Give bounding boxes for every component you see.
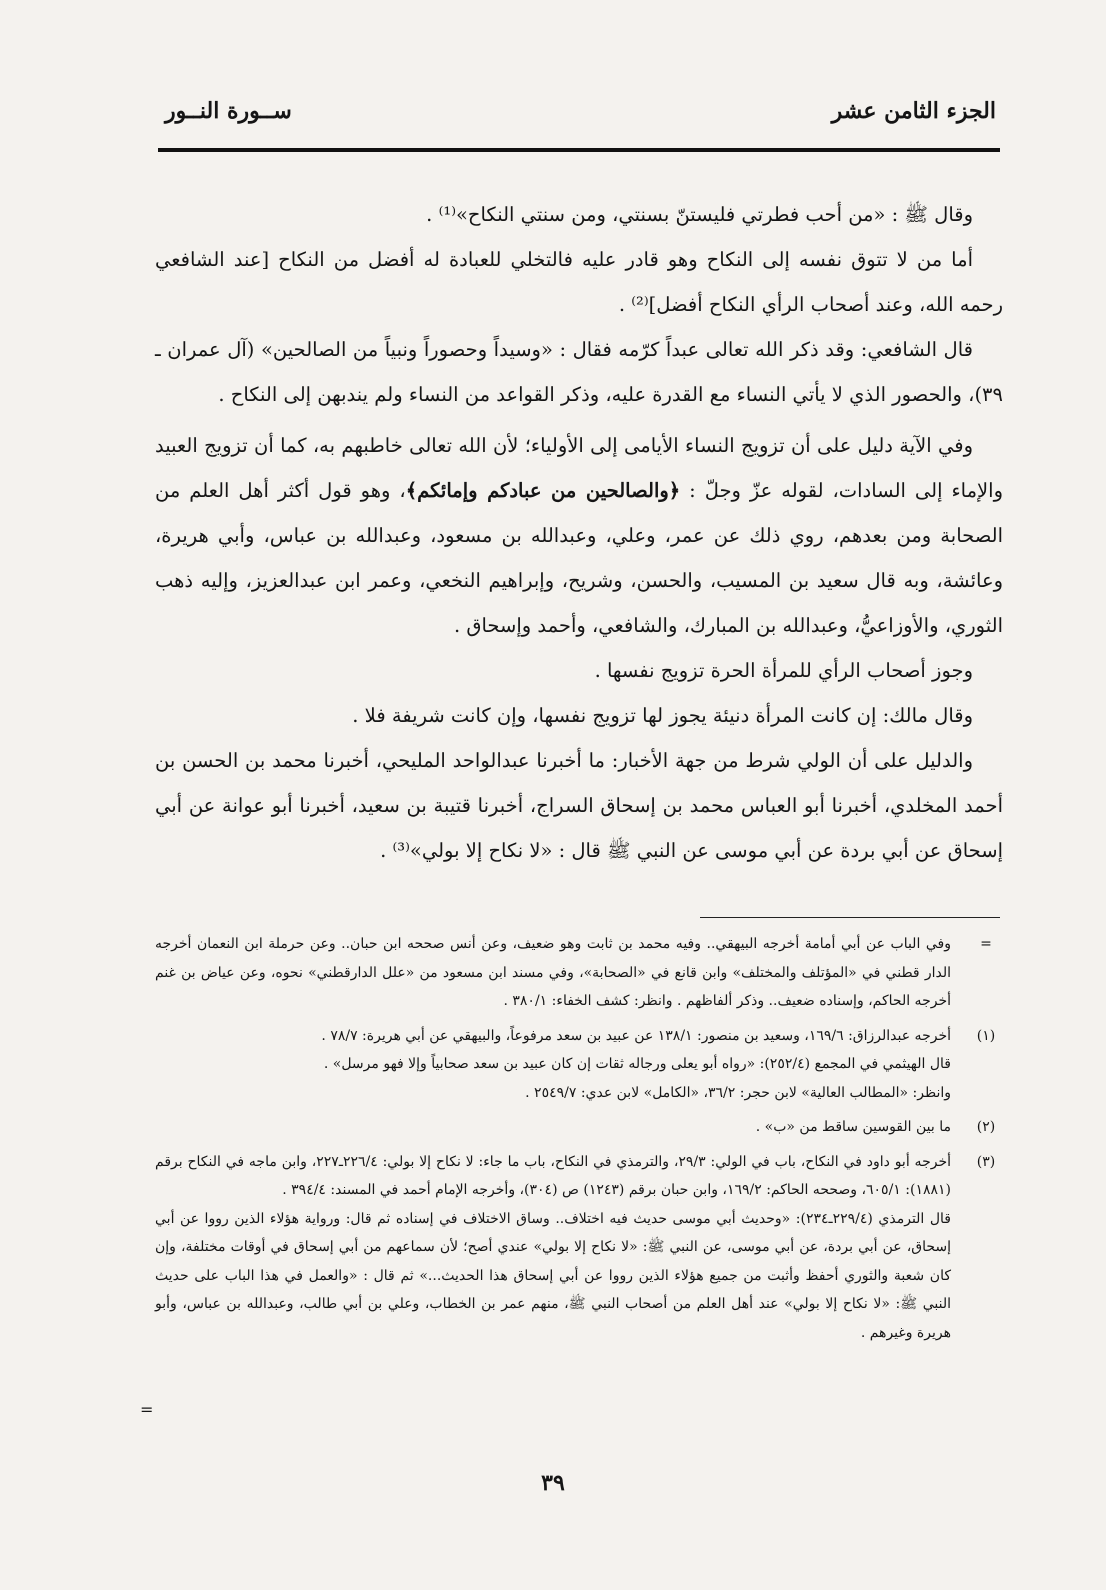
continues-mark: = [140, 1400, 154, 1419]
paragraph [155, 423, 1003, 648]
footnote-3 [155, 1148, 1006, 1348]
footnote-number: (١) [976, 1027, 996, 1044]
footnote-line: قال الترمذي (٢٢٩/٤ـ٢٣٤): «وحديث أبي موسى حديث فيه اختلاف.. وساق الاختلاف في إسناده ثم قال: ورواية هؤلاء الذين رووا عن أبي إسحاق، عن أبي بردة، عن أبي موسى، عن النبي ﷺ: «لا نكاح إلا بولي» عندي أصح؛ لأن سماعهم من أبي إسحاق في أوقات مختلفة، وإن كان شعبة والثوري أحفظ وأثبت من جميع هؤلاء الذين رووا عن أبي إسحاق هذا الحديث...» ثم قال : «والعمل في هذا الباب على حديث النبي ﷺ: «لا نكاح إلا بولي» عند أهل العلم من أصحاب النبي ﷺ، منهم عمر بن الخطاب، وعلي بن أبي طالب، وعبدالله بن عباس، وأبو هريرة وغيرهم . [155, 1210, 952, 1341]
paragraph: أما من لا تتوق نفسه إلى النكاح وهو قادر عليه فالتخلي للعبادة له أفضل من النكاح [عند الشافعي رحمه الله، وعند أصحاب الرأي النكاح أفضل]⁽²⁾ . [155, 248, 1003, 316]
footnote-line: أخرجه أبو داود في النكاح، باب في الولي: ٢٩/٣، والترمذي في النكاح، باب ما جاء: لا نكاح إلا بولي: ٢٢٦/٤ـ٢٢٧، وابن ماجه في النكاح برقم (١٨٨١): ٦٠٥/١، وصححه الحاكم: ١٦٩/٢، وابن حبان برقم (١٢٤٣) ص (٣٠٤)، وأخرجه الإمام أحمد في المسند: ٣٩٤/٤ . [155, 1153, 951, 1198]
continuation-mark: = [980, 936, 992, 952]
footnote-line: وانظر: «المطالب العالية» لابن حجر: ٣٦/٢، «الكامل» لابن عدي: ٢٥٤٩/٧ . [525, 1084, 951, 1101]
part-title: الجزء الثامن عشر [831, 98, 996, 124]
footnote-number: (٢) [976, 1119, 996, 1135]
main-text [155, 192, 1003, 873]
footnote-2 [155, 1113, 1006, 1142]
paragraph-text: ، وهو قول أكثر أهل العلم من الصحابة ومن بعدهم، روي ذلك عن عمر، وعلي، وعبدالله بن مسعود، وعبدالله بن عباس، وأبي هريرة، وعائشة، وبه قال سعيد بن المسيب، والحسن، وشريح، وإبراهيم النخعي، وعمر ابن عبدالعزيز، وإليه ذهب الثوري، والأوزاعيُّ، وعبدالله بن المبارك، والشافعي، وأحمد وإسحاق . [155, 479, 1003, 637]
paragraph: وجوز أصحاب الرأي للمرأة الحرة تزويج نفسها . [594, 659, 973, 682]
footnote-continuation [155, 930, 1006, 1016]
footnote-line: قال الهيثمي في المجمع (٢٥٢/٤): «رواه أبو يعلى ورجاله ثقات إن كان عبيد بن سعد صحابياً وإلا فهو مرسل» . [323, 1056, 951, 1072]
paragraph: قال الشافعي: وقد ذكر الله تعالى عبداً كرّمه فقال : «وسيداً وحصوراً ونبياً من الصالحين» (آل عمران ـ ٣٩)، والحصور الذي لا يأتي النساء مع القدرة عليه، وذكر القواعد من النساء ولم يندبهن إلى النكاح . [155, 338, 1003, 406]
paragraph: وقال مالك: إن كانت المرأة دنيئة يجوز لها تزويج نفسها، وإن كانت شريفة فلا . [352, 704, 973, 727]
footnote-line: أخرجه عبدالرزاق: ١٦٩/٦، وسعيد بن منصور: ١٣٨/١ عن عبيد بن سعد مرفوعاً، والبيهقي عن أبي هريرة: ٧٨/٧ . [321, 1027, 951, 1044]
paragraph: والدليل على أن الولي شرط من جهة الأخبار: ما أخبرنا عبدالواحد المليحي، أخبرنا محمد بن الحسن بن أحمد المخلدي، أخبرنا أبو العباس محمد بن إسحاق السراج، أخبرنا قتيبة بن سعيد، أخبرنا أبو عوانة عن أبي إسحاق عن أبي بردة عن أبي موسى عن النبي ﷺ قال : «لا نكاح إلا بولي»⁽³⁾ . [155, 749, 1003, 862]
surah-title: ســورة النــور [165, 98, 292, 124]
running-header [165, 98, 996, 138]
page-number: ٣٩ [541, 1470, 565, 1496]
header-rule [158, 148, 1000, 152]
quran-verse: ﴿والصالحين من عبادكم وإمائكم﴾ [405, 479, 681, 502]
paragraph: وقال ﷺ : «من أحب فطرتي فليستنّ بسنتي، ومن سنتي النكاح»⁽¹⁾ . [426, 203, 973, 226]
footnote-1 [155, 1022, 1006, 1108]
footnotes [155, 930, 1006, 1347]
footnote-rule [700, 917, 1000, 918]
footnote-number: (٣) [976, 1153, 996, 1170]
footnote-line: ما بين القوسين ساقط من «ب» . [755, 1119, 951, 1135]
footnote-text: وفي الباب عن أبي أمامة أخرجه البيهقي.. وفيه محمد بن ثابت وهو ضعيف، وعن أنس صححه ابن حبان.. وعن حرملة ابن النعمان أخرجه الدار قطني في «المؤتلف والمختلف» وابن قانع في «الصحابة»، وفي مسند ابن مسعود من «علل الدارقطني» نحوه، وعن عياض بن غنم أخرجه الحاكم، وإسناده ضعيف.. وذكر ألفاظهم . وانظر: كشف الخفاء: ٣٨٠/١ . [155, 936, 951, 1009]
paragraph-text: وفي الآية دليل على أن تزويج النساء الأيامى إلى الأولياء؛ لأن الله تعالى خاطبهم به، كما أن تزويج العبيد والإماء إلى السادات، لقوله عزّ وجلّ : [155, 434, 1003, 502]
